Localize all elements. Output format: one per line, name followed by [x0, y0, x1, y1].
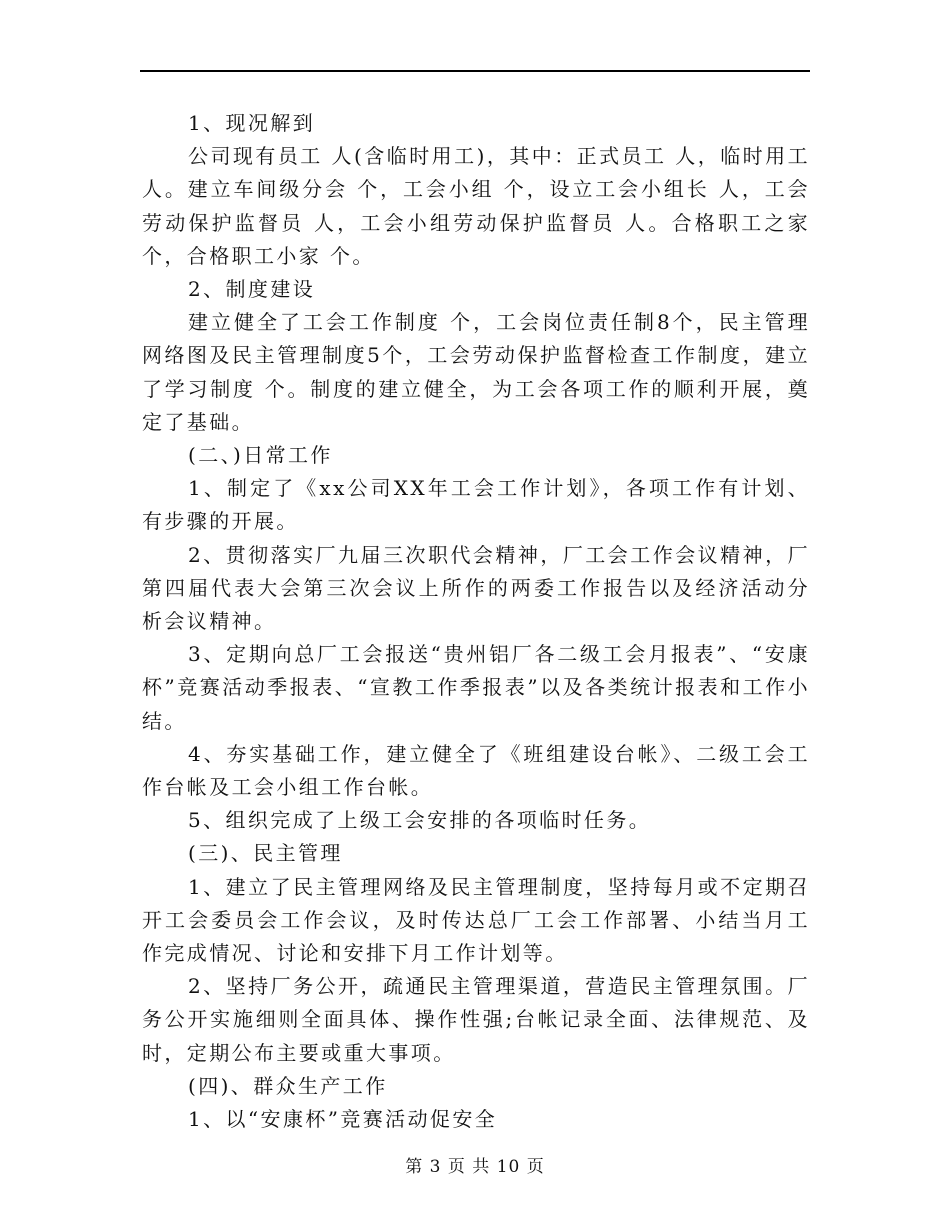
- paragraph-daily-work-1: 1、制定了《xx公司XX年工会工作计划》，各项工作有计划、有步骤的开展。: [142, 476, 810, 534]
- heading-democratic-management: (三)、民主管理: [188, 841, 343, 866]
- paragraph-staff-overview: 公司现有员工 人(含临时用工)，其中：正式员工 人，临时用工人。建立车间级分会 个，工会小组 个，设立工会小组长 人，工会劳动保护监督员 人，工会小组劳动保护监督员 人。合格职工之家 个，合格职工小家 个。: [142, 144, 810, 268]
- paragraph-democratic-1: 1、建立了民主管理网络及民主管理制度，坚持每月或不定期召开工会委员会工作会议，及时传达总厂工会工作部署、小结当月工作完成情况、讨论和安排下月工作计划等。: [142, 874, 810, 966]
- heading-daily-work: (二、)日常工作: [188, 443, 333, 468]
- paragraph-system-building: 建立健全了工会工作制度 个，工会岗位责任制8个，民主管理网络图及民主管理制度5个，工会劳动保护监督检查工作制度，建立了学习制度 个。制度的建立健全，为工会各项工作的顺利开展，奠定了基础。: [142, 310, 810, 434]
- heading-system-building: 2、制度建设: [188, 277, 316, 302]
- paragraph-daily-work-2: 2、贯彻落实厂九届三次职代会精神，厂工会工作会议精神，厂第四届代表大会第三次会议上所作的两委工作报告以及经济活动分析会议精神。: [142, 542, 810, 634]
- paragraph-mass-production-1: 1、以“安康杯”竞赛活动促安全: [188, 1107, 498, 1132]
- paragraph-daily-work-5: 5、组织完成了上级工会安排的各项临时任务。: [188, 808, 652, 833]
- paragraph-daily-work-4: 4、夯实基础工作，建立健全了《班组建设台帐》、二级工会工作台帐及工会小组工作台帐。: [142, 741, 810, 800]
- paragraph-democratic-2: 2、坚持厂务公开，疏通民主管理渠道，营造民主管理氛围。厂务公开实施细则全面具体、操作性强;台帐记录全面、法律规范、及时，定期公布主要或重大事项。: [142, 974, 810, 1065]
- header-rule: [140, 70, 810, 72]
- document-body: [142, 107, 810, 1136]
- heading-current-situation: 1、现况解到: [188, 111, 316, 135]
- paragraph-daily-work-3: 3、定期向总厂工会报送“贵州铝厂各二级工会月报表”、“安康杯”竞赛活动季报表、“宣教工作季报表”以及各类统计报表和工作小结。: [142, 642, 810, 733]
- page-footer: 第 3 页 共 10 页: [405, 1157, 545, 1177]
- heading-mass-production: (四)、群众生产工作: [188, 1073, 388, 1098]
